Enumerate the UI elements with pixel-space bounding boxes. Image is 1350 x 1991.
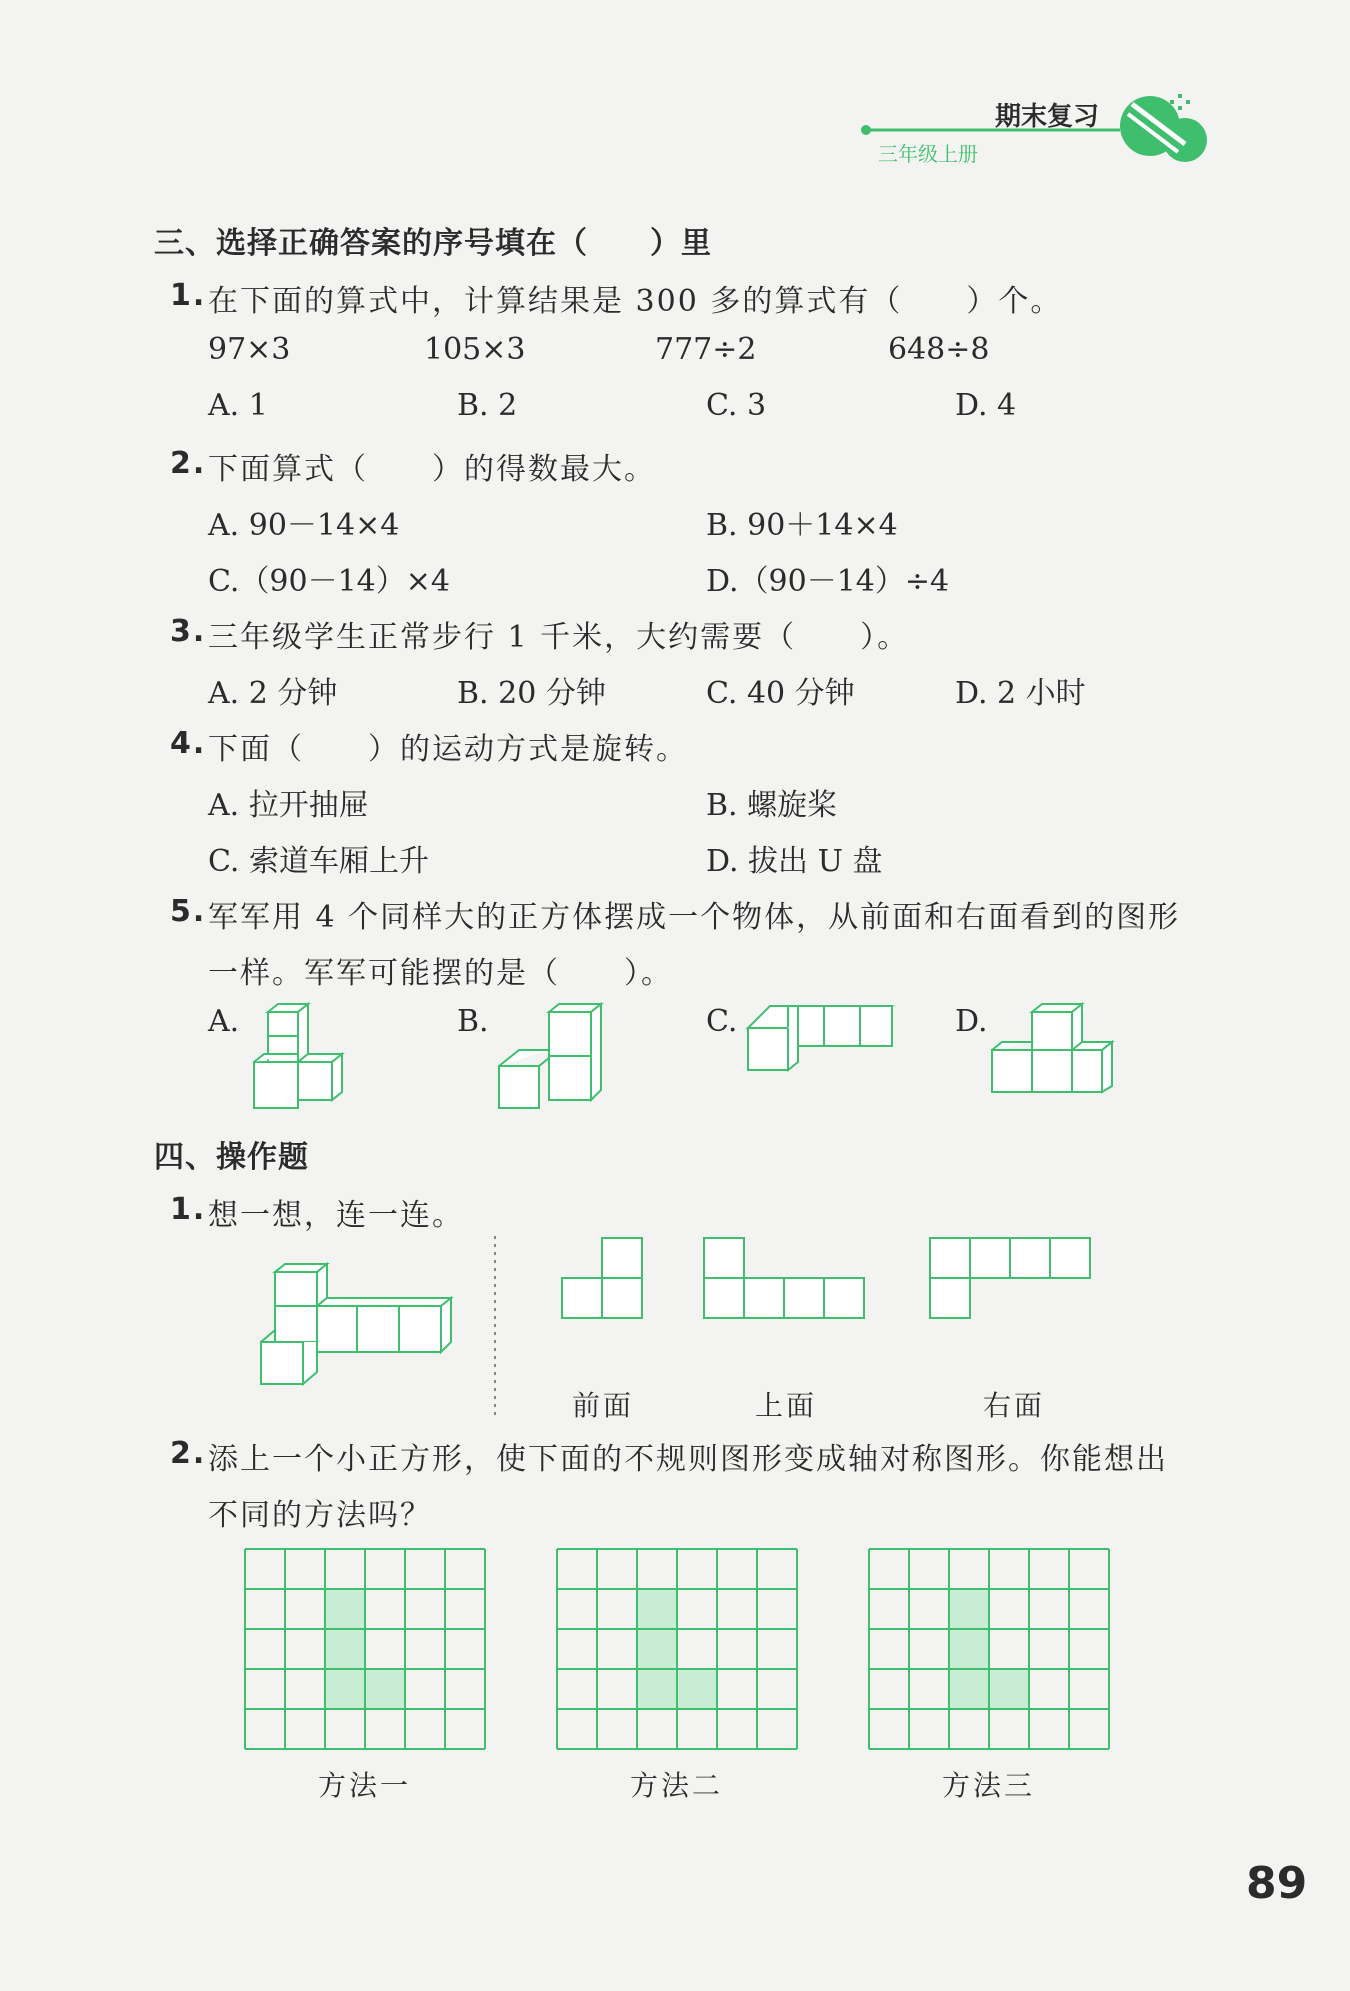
header-title: 期末复习 (995, 102, 1100, 132)
q1-expr: 97×3 (208, 332, 291, 367)
q3-option: B. 20 分钟 (457, 676, 606, 711)
q3-text: 三年级学生正常步行 1 千米，大约需要（ ）。 (208, 620, 910, 655)
view-label-top: 上面 (755, 1389, 818, 1422)
q1-expr: 105×3 (424, 332, 526, 367)
q5-number: 5. (170, 894, 207, 929)
right-view-grid (928, 1236, 1098, 1326)
shaded-cell (325, 1629, 365, 1669)
q1-number: 1. (170, 278, 207, 313)
shaded-cell (637, 1589, 677, 1629)
shaded-cell (325, 1589, 365, 1629)
q2-option: B. 90＋14×4 (706, 508, 898, 543)
q1-text: 在下面的算式中，计算结果是 300 多的算式有（ ）个。 (208, 284, 1063, 319)
q5-option-label: C. (706, 1004, 738, 1039)
view-label-right: 右面 (983, 1389, 1046, 1422)
s4-q2-text-line2: 不同的方法吗？ (208, 1498, 432, 1533)
shaded-cell (365, 1669, 405, 1709)
q2-text: 下面算式（ ）的得数最大。 (208, 452, 656, 487)
shaded-cell (949, 1589, 989, 1629)
q1-option: A. 1 (208, 388, 268, 423)
q5-text-line2: 一样。军军可能摆的是（ ）。 (208, 956, 673, 991)
q4-text: 下面（ ）的运动方式是旋转。 (208, 732, 688, 767)
q2-option: D.（90－14）÷4 (706, 564, 950, 599)
cube-figure-a (250, 1000, 370, 1120)
q3-option: A. 2 分钟 (208, 676, 338, 711)
q1-option: B. 2 (457, 388, 518, 423)
shaded-cell (637, 1669, 677, 1709)
section3-title: 三、选择正确答案的序号填在（ ）里 (154, 226, 712, 261)
shaded-cell (989, 1669, 1029, 1709)
header-subtitle: 三年级上册 (878, 142, 978, 166)
q2-option: C.（90－14）×4 (208, 564, 450, 599)
q1-expr: 648÷8 (888, 332, 990, 367)
method-label-3: 方法三 (942, 1769, 1036, 1802)
shaded-cell (677, 1669, 717, 1709)
top-view-grid (702, 1236, 872, 1326)
page-number: 89 (1246, 1858, 1308, 1909)
section4-title: 四、操作题 (154, 1140, 309, 1175)
cube-figure-b (495, 1000, 615, 1120)
cube-figure-c (740, 1000, 900, 1080)
s4-q1-number: 1. (170, 1192, 207, 1227)
q3-option: C. 40 分钟 (706, 676, 855, 711)
q1-option: D. 4 (955, 388, 1017, 423)
q3-number: 3. (170, 614, 207, 649)
q4-option: A. 拉开抽屉 (208, 788, 369, 823)
front-view-grid (560, 1236, 650, 1326)
q2-number: 2. (170, 446, 207, 481)
symmetry-grid-3[interactable] (866, 1546, 1112, 1752)
q5-option-label: A. (208, 1004, 240, 1039)
shaded-cell (325, 1669, 365, 1709)
symmetry-grid-1[interactable] (242, 1546, 488, 1752)
q2-option: A. 90－14×4 (208, 508, 400, 543)
symmetry-grid-2[interactable] (554, 1546, 800, 1752)
method-label-2: 方法二 (630, 1769, 724, 1802)
q5-text-line1: 军军用 4 个同样大的正方体摆成一个物体，从前面和右面看到的图形 (208, 900, 1181, 935)
q1-expr: 777÷2 (655, 332, 757, 367)
q4-option: D. 拔出 U 盘 (706, 844, 883, 879)
q5-option-label: D. (955, 1004, 988, 1039)
q4-option: B. 螺旋桨 (706, 788, 838, 823)
shaded-cell (949, 1629, 989, 1669)
header-decoration (860, 82, 1210, 172)
s4-q1-text: 想一想，连一连。 (208, 1198, 464, 1233)
method-label-1: 方法一 (318, 1769, 412, 1802)
shaded-cell (949, 1669, 989, 1709)
q4-number: 4. (170, 726, 207, 761)
dotted-divider (493, 1236, 497, 1416)
shaded-cell (637, 1629, 677, 1669)
cube-figure-d (990, 1000, 1130, 1100)
s4-q2-text-line1: 添上一个小正方形，使下面的不规则图形变成轴对称图形。你能想出 (208, 1442, 1168, 1477)
view-label-front: 前面 (572, 1389, 635, 1422)
q5-option-label: B. (457, 1004, 489, 1039)
s4-q2-number: 2. (170, 1436, 207, 1471)
q4-option: C. 索道车厢上升 (208, 844, 429, 879)
q3-option: D. 2 小时 (955, 676, 1086, 711)
q1-option: C. 3 (706, 388, 767, 423)
cube-object-3d (255, 1260, 455, 1390)
